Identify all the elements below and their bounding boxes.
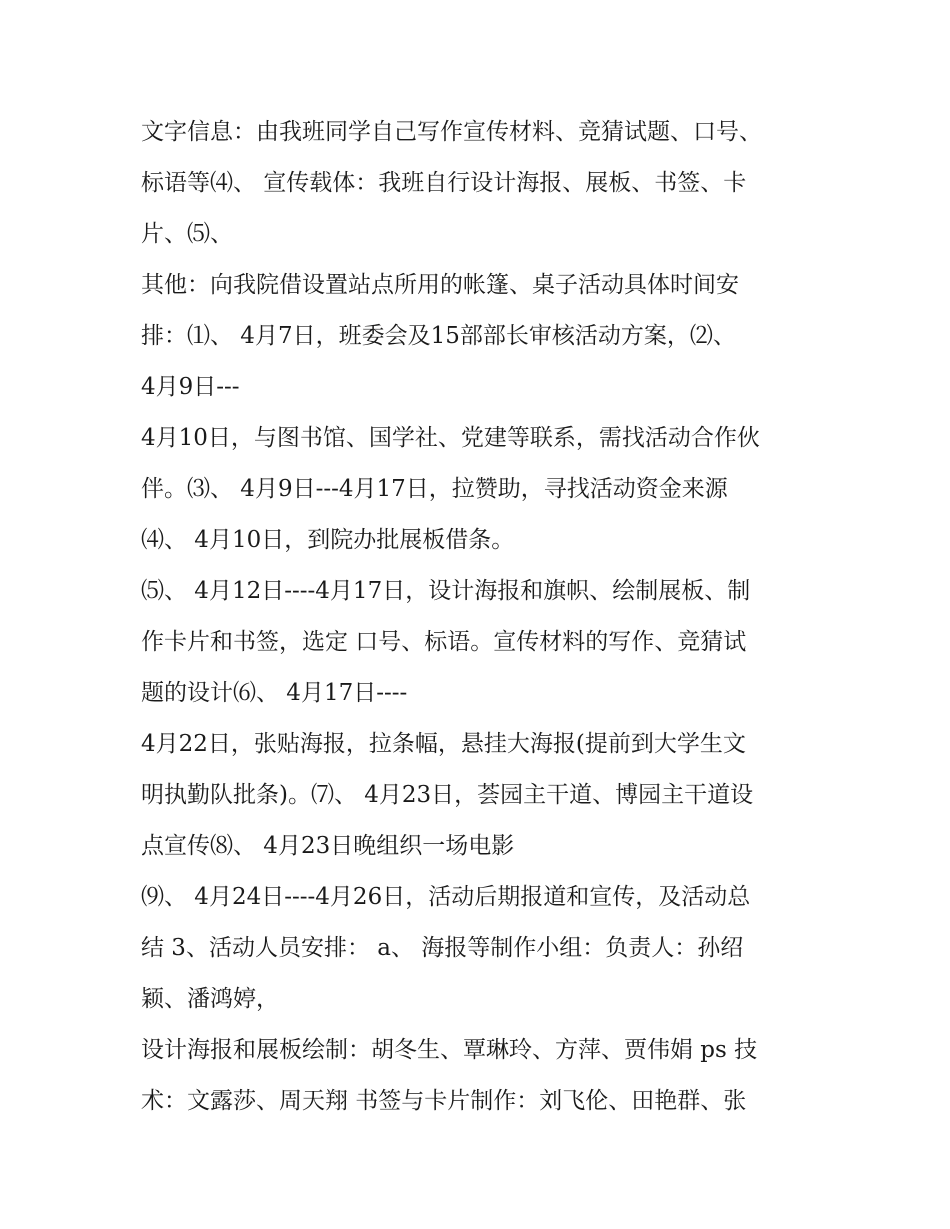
text-line: 术：文露莎、周天翔 书签与卡片制作：刘飞伦、田艳群、张 (141, 1088, 747, 1114)
text-line: 明执勤队批条)。⑺、 4月23日，荟园主干道、博园主干道设 (141, 782, 754, 808)
text-line: 4月22日，张贴海报，拉条幅，悬挂大海报(提前到大学生文 (141, 731, 746, 757)
text-line: 文字信息：由我班同学自己写作宣传材料、竞猜试题、口号、 (141, 119, 762, 145)
text-line: 设计海报和展板绘制：胡冬生、覃琳玲、方萍、贾伟娟 ps 技 (141, 1037, 758, 1063)
text-line: 片、⑸、 (141, 221, 233, 247)
text-line: 结 3、活动人员安排： a、 海报等制作小组：负责人：孙绍 (141, 935, 744, 961)
document-body (141, 107, 841, 1127)
text-line: 点宣传⑻、 4月23日晚组织一场电影 (141, 833, 515, 859)
text-line: 颖、潘鸿婷， (141, 986, 279, 1012)
text-line: ⑸、 4月12日----4月17日，设计海报和旗帜、绘制展板、制 (141, 578, 751, 604)
text-line: ⑷、 4月10日，到院办批展板借条。 (141, 527, 515, 553)
text-line: ⑼、 4月24日----4月26日，活动后期报道和宣传，及活动总 (141, 884, 751, 910)
text-line: 标语等⑷、 宣传载体：我班自行设计海报、展板、书签、卡 (141, 170, 747, 196)
text-line: 其他：向我院借设置站点所用的帐篷、桌子活动具体时间安 (141, 272, 739, 298)
text-line: 排：⑴、 4月7日，班委会及15部部长审核活动方案，⑵、 (141, 323, 736, 349)
text-line: 4月10日，与图书馆、国学社、党建等联系，需找活动合作伙 (141, 425, 760, 451)
text-line: 作卡片和书签，选定 口号、标语。宣传材料的写作、竞猜试 (141, 629, 747, 655)
text-line: 4月9日--- (141, 374, 240, 400)
text-line: 题的设计⑹、 4月17日---- (141, 680, 408, 706)
text-line: 伴。⑶、 4月9日---4月17日，拉赞助，寻找活动资金来源 (141, 476, 728, 502)
